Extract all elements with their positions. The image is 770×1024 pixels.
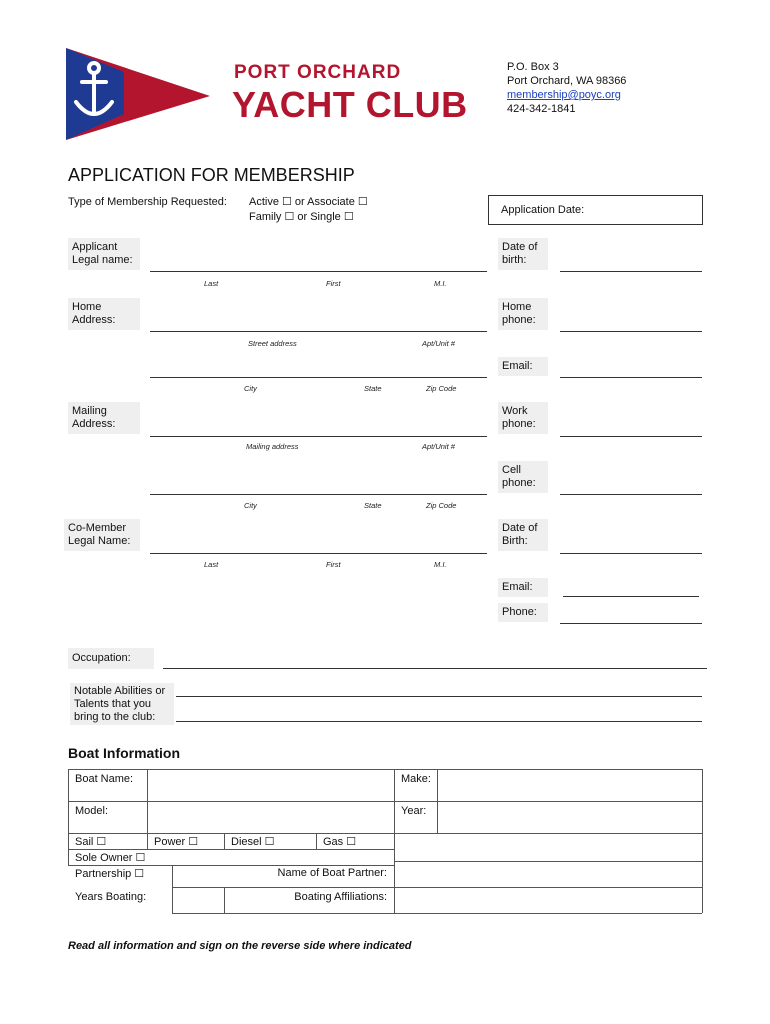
abilities-line-2[interactable] [176,721,702,722]
make-field[interactable] [438,770,701,800]
club-contact [507,60,626,116]
diesel-checkbox[interactable]: Diesel ☐ [231,836,275,848]
sole-owner-checkbox[interactable]: Sole Owner ☐ [75,852,146,864]
year-label: Year: [401,805,427,817]
boat-partner-field[interactable] [395,862,701,886]
cap-mailing: Mailing address [246,442,299,451]
home-phone-line[interactable] [560,331,702,332]
cap-zip: Zip Code [426,384,457,393]
cap-mi-2: M.I. [434,560,447,569]
membership-options-2[interactable]: Family ☐ or Single ☐ [249,211,354,223]
phone-number: 424-342-1841 [507,103,576,115]
city-line[interactable] [150,377,487,378]
mailing-address-line[interactable] [150,436,487,437]
boat-info-heading: Boat Information [68,745,180,761]
gas-checkbox[interactable]: Gas ☐ [323,836,357,848]
cap-state-2: State [364,501,382,510]
model-label: Model: [75,805,109,817]
dob-line[interactable] [560,271,702,272]
email-line[interactable] [560,377,702,378]
work-phone-label: Work phone: [498,402,548,434]
years-boating-label: Years Boating: [75,891,147,903]
cap-first: First [326,279,341,288]
comember-phone-label: Phone: [498,603,548,622]
occupation-line[interactable] [163,668,707,669]
logo-line2: YACHT CLUB [232,84,468,125]
boat-name-label: Boat Name: [75,773,134,785]
work-phone-line[interactable] [560,436,702,437]
membership-options-1[interactable]: Active ☐ or Associate ☐ [249,196,368,208]
membership-type-label: Type of Membership Requested: [68,196,227,208]
comember-dob-line[interactable] [560,553,702,554]
cap-last-2: Last [204,560,219,569]
logo-line1: PORT ORCHARD [234,62,402,83]
applicant-name-line[interactable] [150,271,487,272]
cap-city-2: City [244,501,257,510]
home-phone-label: Home phone: [498,298,548,330]
years-boating-field[interactable] [173,888,223,912]
cell-phone-line[interactable] [560,494,702,495]
cap-last: Last [204,279,219,288]
cap-apt-2: Apt/Unit # [422,442,455,451]
comember-name-line[interactable] [150,553,487,554]
affiliations-label: Boating Affiliations: [294,891,387,903]
boat-name-field[interactable] [148,770,393,800]
cap-mi: M.I. [434,279,447,288]
affiliations-field[interactable] [395,888,701,912]
email-link[interactable]: membership@poyc.org [507,89,621,101]
partnership-checkbox[interactable]: Partnership ☐ [75,868,145,880]
email-label: Email: [498,357,548,376]
mailing-city-line[interactable] [150,494,487,495]
make-label: Make: [401,773,431,785]
cap-city: City [244,384,257,393]
comember-email-label: Email: [498,578,548,597]
comember-dob-label: Date of Birth: [498,519,548,551]
cap-zip-2: Zip Code [426,501,457,510]
burgee-flag-icon [66,46,212,142]
cell-phone-label: Cell phone: [498,461,548,493]
power-checkbox[interactable]: Power ☐ [154,836,199,848]
mailing-address-label: Mailing Address: [68,402,140,434]
home-address-label: Home Address: [68,298,140,330]
cap-apt: Apt/Unit # [422,339,455,348]
address-line1: P.O. Box 3 [507,61,559,73]
cap-first-2: First [326,560,341,569]
application-date-box[interactable] [488,195,703,225]
footer-note: Read all information and sign on the reverse side where indicated [68,940,412,952]
occupation-label: Occupation: [68,648,154,669]
year-field[interactable] [438,802,701,832]
comember-label: Co-Member Legal Name: [64,519,140,551]
model-field[interactable] [148,802,393,832]
boat-partner-label: Name of Boat Partner: [277,867,387,879]
abilities-label: Notable Abilities or Talents that you bring to the club: [70,683,174,725]
page-title: APPLICATION FOR MEMBERSHIP [68,165,355,185]
dob-label: Date of birth: [498,238,548,270]
address-line2: Port Orchard, WA 98366 [507,75,627,87]
home-address-line[interactable] [150,331,487,332]
applicant-name-label: Applicant Legal name: [68,238,140,270]
cap-street: Street address [248,339,297,348]
sail-checkbox[interactable]: Sail ☐ [75,836,107,848]
cap-state: State [364,384,382,393]
abilities-line-1[interactable] [176,696,702,697]
comember-email-line[interactable] [563,596,699,597]
comember-phone-line[interactable] [560,623,702,624]
application-date-label: Application Date: [501,204,585,216]
